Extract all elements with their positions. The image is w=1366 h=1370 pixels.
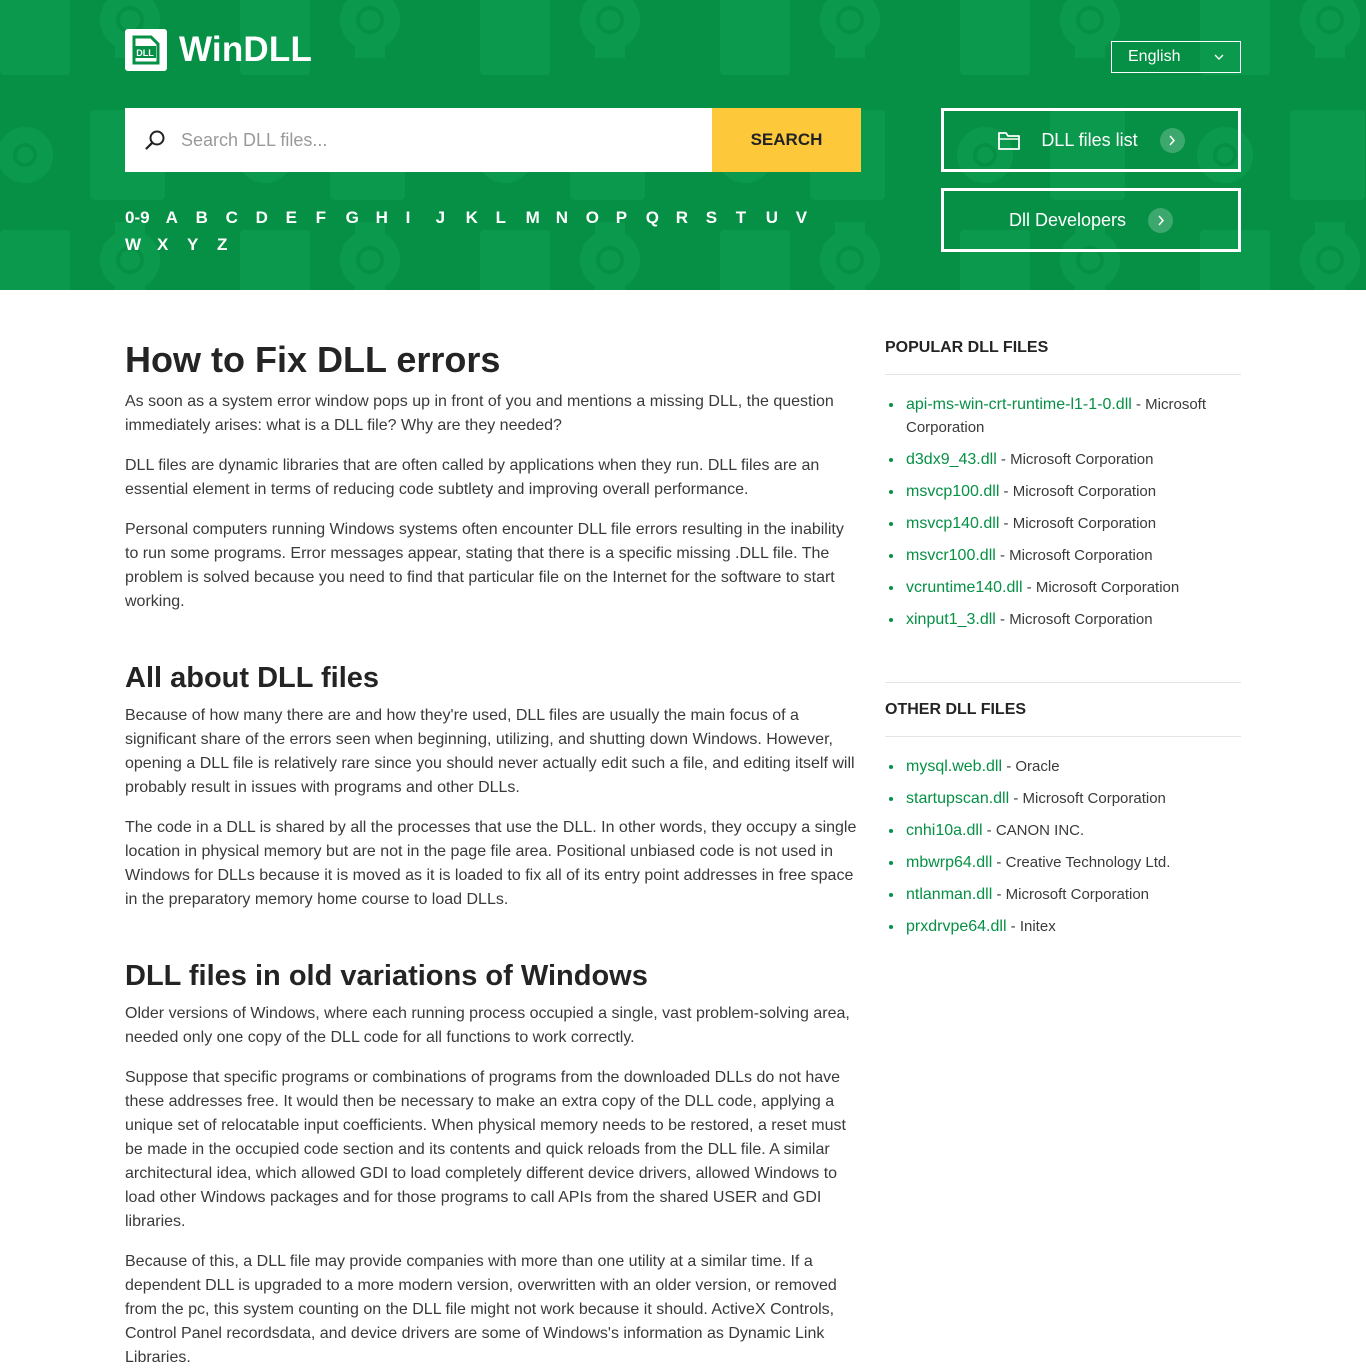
dll-company: Creative Technology Ltd. (1005, 854, 1171, 871)
dll-file-link[interactable]: msvcr100.dll (906, 547, 996, 564)
language-select[interactable] (1111, 41, 1241, 73)
dll-file-icon (125, 29, 167, 71)
paragraph: Suppose that specific programs or combinations of programs from the downloaded DLLs do not have these addresses free. It would then be necessary to make an extra copy of the DLL code, applying a unique set of relocatable input coefficients. When physical memory needs to be restored, a reset must be made in the occupied code section and its contents and quick reloads from the DLL file. A similar architectural idea, which allowed GDI to load completely different device drivers, allowed Windows to load other Windows packages and for those programs to call APIs from the shared USER and GDI libraries. (125, 1069, 846, 1230)
alphabet-link[interactable]: U (765, 207, 779, 227)
alphabet-link[interactable]: Q (645, 207, 659, 227)
alphabet-link[interactable]: D (255, 207, 268, 227)
site-logo[interactable] (125, 29, 312, 71)
dll-list-item: startupscan.dll - Microsoft Corporation (885, 787, 1241, 810)
paragraph: DLL files are dynamic libraries that are often called by applications when they run. DLL files are an essential element in terms of reducing code subtlety and improving overall performance. (125, 457, 820, 498)
alphabet-link[interactable]: V (795, 207, 808, 227)
alphabet-row (125, 231, 865, 258)
paragraph: The code in a DLL is shared by all the processes that use the DLL. In other words, they occupy a single location in physical memory but are not in the page file area. Positional unbiased code is not used in Windows for DLLs because it is moved as it is loaded to fix all of its entry point addresses in free space in the preparatory memory home course to load DLLs. (125, 819, 857, 908)
dll-company: Initex (1019, 918, 1056, 935)
alphabet-link[interactable]: C (225, 207, 238, 227)
dll-company: CANON INC. (995, 822, 1085, 839)
section-heading: All about DLL files (125, 662, 380, 694)
dll-list-item: prxdrvpe64.dll - Initex (885, 915, 1241, 938)
dll-file-link[interactable]: ntlanman.dll (906, 886, 993, 903)
alphabet-link[interactable]: S (705, 207, 718, 227)
other-dll-list (885, 737, 1241, 971)
dll-company: Microsoft Corporation (1022, 790, 1166, 807)
alphabet-link[interactable]: H (375, 207, 388, 227)
search-button[interactable]: SEARCH (712, 108, 861, 172)
dll-file-link[interactable]: mysql.web.dll (906, 758, 1003, 775)
dll-file-link[interactable]: vcruntime140.dll (906, 579, 1023, 596)
other-dll-heading: OTHER DLL FILES (885, 700, 1241, 737)
alphabet-link[interactable]: L (495, 207, 506, 227)
dll-file-link[interactable]: startupscan.dll (906, 790, 1010, 807)
chevron-down-icon (1214, 48, 1224, 66)
alphabet-link[interactable]: B (195, 207, 208, 227)
dll-list-item: mysql.web.dll - Oracle (885, 755, 1241, 778)
alphabet-link[interactable]: W (125, 234, 142, 254)
popular-dll-list (885, 375, 1241, 664)
alphabet-link[interactable]: I (405, 207, 411, 227)
dll-file-link[interactable]: xinput1_3.dll (906, 611, 996, 628)
paragraph: Older versions of Windows, where each running process occupied a single, vast problem-solving area, needed only one copy of the DLL code for all functions to work correctly. (125, 1005, 850, 1046)
other-dll-section (885, 682, 1241, 971)
dll-list-item: msvcp140.dll - Microsoft Corporation (885, 512, 1241, 535)
dll-file-link[interactable]: msvcp100.dll (906, 483, 1000, 500)
dll-list-item: vcruntime140.dll - Microsoft Corporation (885, 576, 1241, 599)
alphabet-link[interactable]: P (615, 207, 628, 227)
search-form (125, 108, 861, 172)
search-icon (143, 128, 167, 152)
dll-file-link[interactable]: prxdrvpe64.dll (906, 918, 1007, 935)
alphabet-link[interactable]: Z (217, 234, 228, 254)
dll-file-link[interactable]: mbwrp64.dll (906, 854, 993, 871)
dll-list-item: msvcr100.dll - Microsoft Corporation (885, 544, 1241, 567)
alphabet-link[interactable]: 0-9 (125, 207, 150, 227)
folder-icon (997, 129, 1021, 151)
dll-company: Microsoft Corporation (1009, 611, 1153, 628)
alphabet-link[interactable]: R (675, 207, 689, 227)
dll-list-item: cnhi10a.dll - CANON INC. (885, 819, 1241, 842)
chevron-right-icon (1160, 128, 1185, 153)
dll-file-link[interactable]: d3dx9_43.dll (906, 451, 997, 468)
alphabet-link[interactable]: A (165, 207, 178, 227)
dll-company: Microsoft Corporation (1035, 579, 1180, 596)
language-value: English (1128, 48, 1181, 65)
logo-text: WinDLL (179, 30, 313, 69)
dll-list-item: ntlanman.dll - Microsoft Corporation (885, 883, 1241, 906)
alphabet-nav (125, 204, 865, 258)
alphabet-link[interactable]: O (585, 207, 599, 227)
search-field[interactable] (125, 108, 712, 172)
sidebar (885, 338, 1241, 971)
paragraph: Personal computers running Windows systems often encounter DLL file errors resulting in the inability to run some programs. Error messages appear, stating that there is a specific missing .DLL file. The problem is solved because you need to find that particular file on the Internet for the software to start working. (125, 521, 844, 610)
alphabet-link[interactable]: G (345, 207, 359, 227)
search-input[interactable] (181, 109, 712, 171)
alphabet-link[interactable]: X (157, 234, 169, 254)
dll-file-link[interactable]: api-ms-win-crt-runtime-l1-1-0.dll (906, 396, 1132, 413)
paragraph: Because of how many there are and how they're used, DLL files are usually the main focus of a significant share of the errors seen when beginning, utilizing, and shutting down Windows. However, opening a DLL file is relatively rare since you should never actually edit such a file, and editing itself will probably result in issues with programs and other DLLs. (125, 707, 855, 796)
dll-company: Microsoft Corporation (1005, 886, 1150, 903)
dll-list-item: xinput1_3.dll - Microsoft Corporation (885, 608, 1241, 631)
dll-company: Oracle (1015, 758, 1060, 775)
dll-company: Microsoft Corporation (906, 396, 1206, 436)
dll-list-item: d3dx9_43.dll - Microsoft Corporation (885, 448, 1241, 471)
alphabet-link[interactable]: J (435, 207, 446, 227)
dll-company: Microsoft Corporation (1009, 547, 1153, 564)
alphabet-link[interactable]: F (315, 207, 326, 227)
dll-developers-button[interactable] (941, 188, 1241, 252)
dll-file-link[interactable]: msvcp140.dll (906, 515, 1000, 532)
dll-company: Microsoft Corporation (1010, 451, 1154, 468)
paragraph: Because of this, a DLL file may provide companies with more than one utility at a similar time. If a dependent DLL is upgraded to a more modern version, overwritten with an older version, or removed from the pc, this system counting on the DLL file might not work because it should. ActiveX Controls, Control Panel recordsdata, and device drivers are some of Windows's information as Dynamic Link Libraries. (125, 1253, 837, 1366)
dll-list-item: api-ms-win-crt-runtime-l1-1-0.dll - Microsoft Corporation (885, 393, 1241, 439)
alphabet-link[interactable]: M (525, 207, 540, 227)
dll-company: Microsoft Corporation (1012, 515, 1157, 532)
alphabet-row (125, 204, 865, 231)
dll-company: Microsoft Corporation (1012, 483, 1157, 500)
alphabet-link[interactable]: E (285, 207, 297, 227)
alphabet-link[interactable]: T (735, 207, 747, 227)
popular-dll-heading: POPULAR DLL FILES (885, 338, 1241, 375)
dll-files-list-label: DLL files list (1041, 129, 1138, 150)
alphabet-link[interactable]: K (465, 207, 478, 227)
dll-files-list-button[interactable] (941, 108, 1241, 172)
dll-list-item: msvcp100.dll - Microsoft Corporation (885, 480, 1241, 503)
alphabet-link[interactable]: N (555, 207, 569, 227)
chevron-right-icon (1148, 208, 1173, 233)
paragraph: As soon as a system error window pops up in front of you and mentions a missing DLL, the question immediately arises: what is a DLL file? Why are they needed? (125, 393, 834, 434)
dll-file-link[interactable]: cnhi10a.dll (906, 822, 983, 839)
section-heading: DLL files in old variations of Windows (125, 960, 648, 992)
dll-list-item: mbwrp64.dll - Creative Technology Ltd. (885, 851, 1241, 874)
logo-badge-text: DLL (136, 48, 154, 58)
main-content (125, 338, 861, 1370)
site-header (0, 0, 1366, 290)
alphabet-link[interactable]: Y (187, 234, 199, 254)
page-title: How to Fix DLL errors (125, 339, 501, 380)
dll-developers-label: Dll Developers (1008, 209, 1127, 230)
